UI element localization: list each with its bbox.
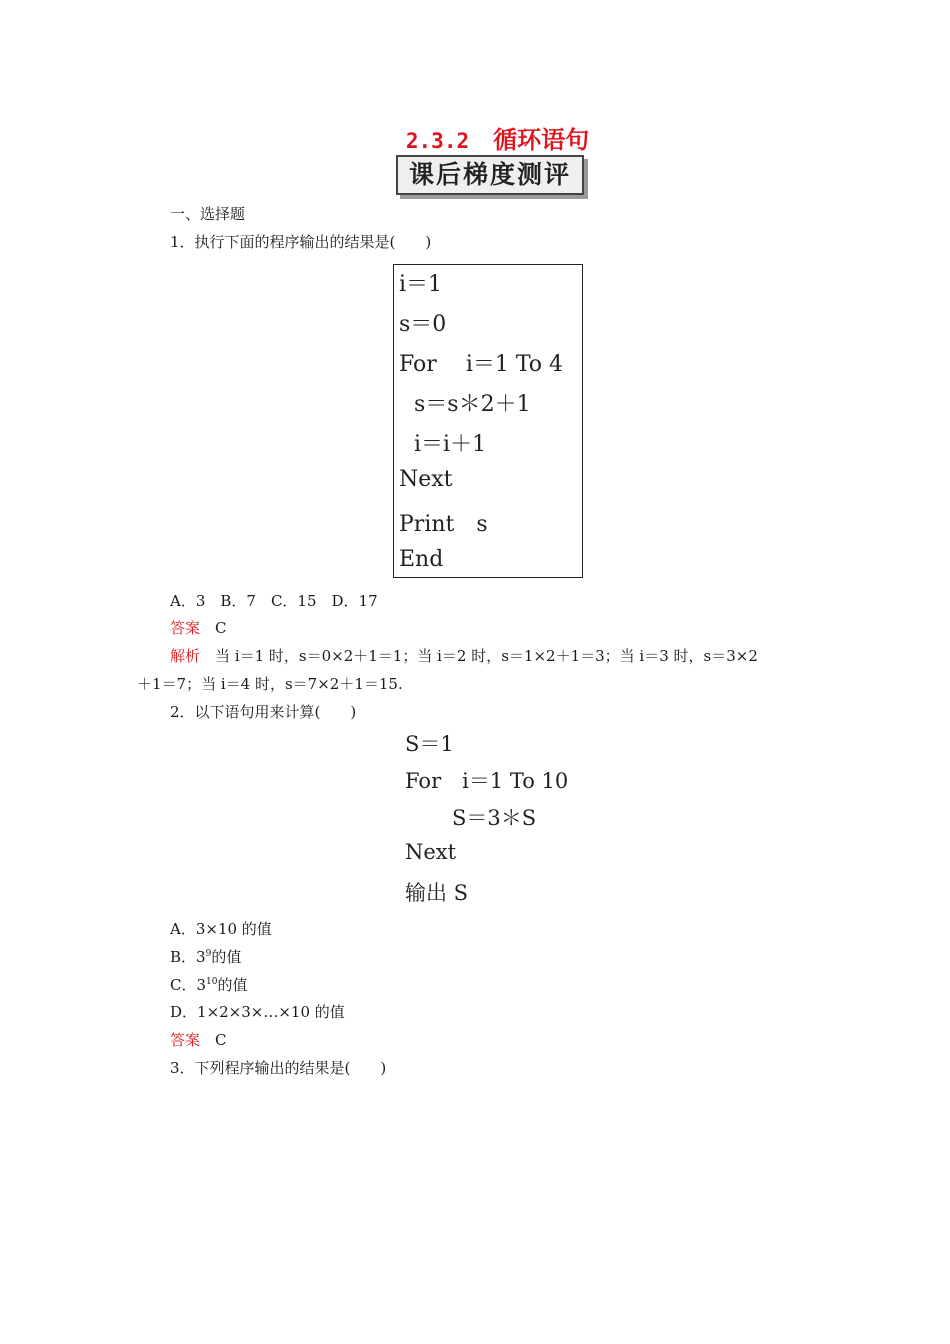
option-b-suffix: 的值: [211, 948, 242, 966]
q2-code-line: S＝3＊S: [452, 806, 537, 830]
option-b-base: B．3: [170, 948, 206, 966]
q2-answer: [170, 1029, 227, 1050]
analysis-label: 解析: [170, 647, 201, 665]
q2-code-line: For i＝1 To 10: [405, 769, 569, 793]
q2-code-line: S＝1: [405, 732, 454, 756]
q1-answer: [170, 617, 227, 638]
q1-stem: 1．执行下面的程序输出的结果是( ): [170, 233, 432, 251]
section-label: 一、选择题: [170, 205, 246, 223]
q1-code-line: s＝s＊2＋1: [414, 392, 531, 417]
section-badge: 课后梯度测评: [396, 155, 584, 195]
q2-code-line: 输出 S: [405, 881, 469, 905]
section-number: 2.3.2: [405, 129, 470, 153]
q2-code-line: Next: [405, 840, 457, 864]
q2-option-c: [170, 974, 248, 995]
q2-option-d: D．1×2×3×…×10 的值: [170, 1003, 345, 1021]
option-b-exponent: 9: [205, 949, 212, 959]
q2-option-a: A．3×10 的值: [170, 920, 272, 938]
answer-value: C: [215, 1031, 227, 1049]
q1-code-line: i＝i＋1: [414, 432, 487, 457]
q2-option-b: [170, 946, 241, 967]
q2-stem: 2．以下语句用来计算( ): [170, 703, 357, 721]
analysis-line1: 当 i＝1 时，s＝0×2＋1＝1；当 i＝2 时，s＝1×2＋1＝3；当 i＝3 时，s＝3×2: [215, 647, 758, 665]
q1-code-line: For i＝1 To 4: [399, 352, 564, 377]
option-c-base: C．3: [170, 976, 207, 994]
q1-code-line: s＝0: [399, 312, 447, 337]
option-c-exponent: 10: [206, 977, 218, 987]
q1-options: A．3 B．7 C．15 D．17: [170, 592, 378, 610]
answer-value: C: [215, 619, 227, 637]
q3-stem: 3．下列程序输出的结果是( ): [170, 1059, 387, 1077]
q1-analysis: [170, 645, 758, 666]
q1-code-line: Print s: [399, 512, 488, 537]
option-c-suffix: 的值: [217, 976, 248, 994]
q1-analysis-line2: ＋1＝7；当 i＝4 时，s＝7×2＋1＝15.: [137, 675, 403, 693]
q1-code-line: End: [399, 547, 444, 572]
answer-label: 答案: [170, 1031, 201, 1049]
q1-code-line: i＝1: [399, 272, 443, 297]
q1-code-line: Next: [399, 467, 453, 492]
q1-code-box: [393, 264, 583, 578]
page-title: [0, 120, 950, 155]
answer-label: 答案: [170, 619, 201, 637]
section-title: 循环语句: [493, 125, 590, 154]
